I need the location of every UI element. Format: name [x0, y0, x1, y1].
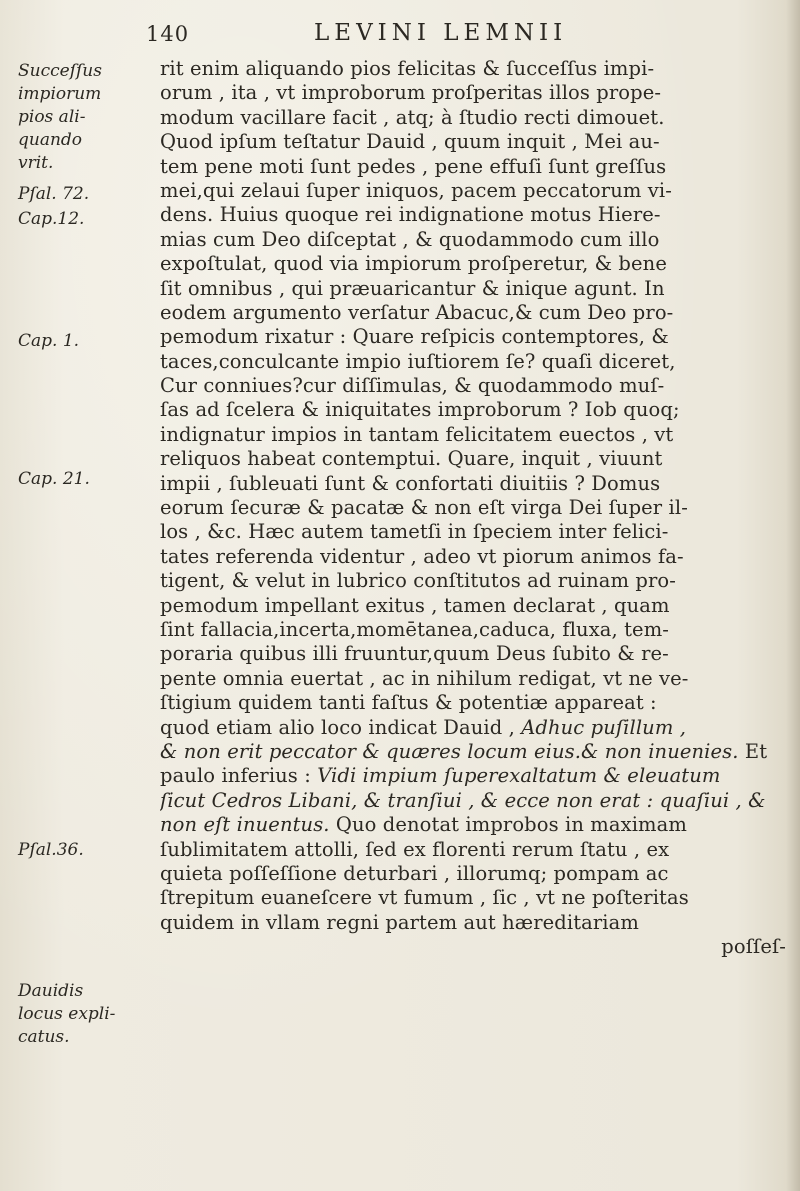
margin-notes: [0, 0, 150, 1191]
text-run: ſas ad ſcelera & iniquitates improborum ? Iob quoq;: [160, 398, 680, 422]
text-run: pente omnia euertat , ac in nihilum redigat, vt ne ve-: [160, 666, 689, 690]
text-line: [160, 789, 792, 813]
text-run: indignatur impios in tantam felicitatem euectos , vt: [160, 422, 674, 446]
margin-note: [18, 980, 146, 1049]
text-line: [160, 813, 792, 837]
text-run: Et: [738, 739, 768, 763]
margin-note: [18, 468, 146, 491]
text-run: pemodum rixatur : Quare reſpicis contemptores, &: [160, 325, 669, 349]
text-line: [160, 155, 792, 179]
text-run: pemodum impellant exitus , tamen declarat , quam: [160, 593, 670, 617]
text-line: [160, 618, 792, 642]
text-line: [160, 374, 792, 398]
text-line: [160, 740, 792, 764]
margin-note-line: Dauidis: [18, 981, 84, 1001]
text-run: mei,qui zelaui ſuper iniquos, pacem peccatorum vi-: [160, 178, 672, 202]
text-line: [160, 911, 792, 935]
text-run: dens. Huius quoque rei indignatione motus Hiere-: [160, 203, 661, 227]
text-run: ſtigium quidem tanti faſtus & potentiæ appareat :: [160, 691, 657, 715]
text-line: [160, 886, 792, 910]
text-line: [160, 838, 792, 862]
text-run: tigent, & velut in lubrico conſtitutos ad ruinam pro-: [160, 569, 676, 593]
text-line: [160, 301, 792, 325]
text-run: Quo denotat improbos in maximam: [329, 813, 687, 837]
margin-note: [18, 183, 146, 206]
text-line: [160, 423, 792, 447]
text-run: ſtrepitum euaneſcere vt fumum , ſic , vt ne poſteritas: [160, 886, 689, 910]
italic-quote: ſicut Cedros Libani, & tranſiui , & ecce non erat : quaſiui , &: [160, 788, 766, 812]
italic-quote: non eſt inuentus.: [160, 813, 330, 837]
margin-note: [18, 839, 146, 862]
text-line: [160, 935, 792, 959]
margin-note-line: pios ali-: [18, 107, 86, 127]
margin-note-line: Cap. 1.: [18, 331, 80, 351]
text-line: [160, 228, 792, 252]
margin-note-line: vrit.: [18, 153, 54, 173]
text-line: [160, 594, 792, 618]
text-line: [160, 667, 792, 691]
text-line: [160, 325, 792, 349]
text-line: [160, 545, 792, 569]
text-line: [160, 447, 792, 471]
text-run: poraria quibus illi fruuntur,quum Deus ſubito & re-: [160, 642, 669, 666]
margin-note-line: Succeſſus: [18, 61, 102, 81]
text-run: poſſeſ-: [721, 935, 786, 959]
text-run: quieta poſſeſſione deturbari , illorumq; pompam ac: [160, 861, 669, 885]
text-line: [160, 57, 792, 81]
margin-note-line: Cap. 21.: [18, 469, 90, 489]
text-line: [160, 569, 792, 593]
margin-note: [18, 330, 146, 353]
text-line: [160, 691, 792, 715]
text-run: quod etiam alio loco indicat Dauid ,: [160, 715, 522, 739]
text-line: [160, 179, 792, 203]
text-line: [160, 130, 792, 154]
text-line: [160, 277, 792, 301]
margin-note-line: locus expli-: [18, 1004, 116, 1024]
text-run: impii , ſubleuati ſunt & confortati diuitiis ? Domus: [160, 471, 661, 495]
text-line: [160, 472, 792, 496]
text-run: los , &c. Hæc autem tametſi in ſpeciem inter felici-: [160, 520, 669, 544]
margin-note-line: Pſal. 72.: [18, 184, 90, 204]
text-run: eodem argumento verſatur Abacuc,& cum Deo pro-: [160, 300, 674, 324]
text-run: modum vacillare facit , atq; à ſtudio recti dimouet.: [160, 105, 665, 129]
margin-note: [18, 60, 146, 175]
body-text: [160, 57, 792, 959]
text-run: expoſtulat, quod via impiorum proſperetur, & bene: [160, 252, 667, 276]
italic-quote: Vidi impium ſuperexaltatum & eleuatum: [317, 764, 721, 788]
text-line: [160, 398, 792, 422]
italic-quote: & non erit peccator & quæres locum eius.& non inuenies.: [160, 739, 739, 763]
text-run: ſublimitatem attolli, ſed ex florenti rerum ſtatu , ex: [160, 837, 670, 861]
text-run: reliquos habeat contemptui. Quare, inquit , viuunt: [160, 447, 663, 471]
text-run: quidem in vllam regni partem aut hæreditariam: [160, 910, 639, 934]
margin-note: [18, 208, 146, 231]
page-number: 140: [146, 22, 190, 46]
margin-note-line: impiorum: [18, 84, 102, 104]
text-line: [160, 496, 792, 520]
text-run: eorum ſecuræ & pacatæ & non eſt virga Dei ſuper il-: [160, 496, 688, 520]
text-run: mias cum Deo diſceptat , & quodammodo cum illo: [160, 227, 660, 251]
margin-note-line: Pſal.36.: [18, 840, 84, 860]
text-run: ſit omnibus , qui præuaricantur & inique agunt. In: [160, 276, 665, 300]
text-line: [160, 642, 792, 666]
text-run: ſint fallacia,incerta,momētanea,caduca, fluxa, tem-: [160, 617, 669, 641]
text-run: taces,conculcante impio iuſtiorem ſe? quaſi diceret,: [160, 349, 676, 373]
text-line: [160, 764, 792, 788]
text-run: rit enim aliquando pios felicitas & ſucceſſus impi-: [160, 57, 655, 80]
text-run: orum , ita , vt improborum proſperitas illos prope-: [160, 81, 662, 105]
margin-note-line: quando: [18, 130, 83, 150]
text-line: [160, 350, 792, 374]
text-line: [160, 252, 792, 276]
margin-note-line: catus.: [18, 1027, 70, 1047]
text-line: [160, 203, 792, 227]
text-run: Cur conniues?cur diſſimulas, & quodammodo muſ-: [160, 374, 665, 398]
italic-quote: Adhuc puſillum ,: [521, 715, 687, 739]
text-run: tem pene moti ſunt pedes , pene effuſi ſunt greſſus: [160, 154, 667, 178]
running-head: LEVINI LEMNII: [314, 20, 568, 46]
text-line: [160, 716, 792, 740]
text-run: Quod ipſum teſtatur Dauid , quum inquit , Mei au-: [160, 130, 660, 154]
text-line: [160, 520, 792, 544]
text-line: [160, 862, 792, 886]
margin-note-line: Cap.12.: [18, 209, 85, 229]
text-run: tates referenda videntur , adeo vt piorum animos fa-: [160, 544, 684, 568]
text-line: [160, 106, 792, 130]
text-line: [160, 81, 792, 105]
text-run: paulo inferius :: [160, 764, 318, 788]
page-header: [146, 16, 766, 52]
